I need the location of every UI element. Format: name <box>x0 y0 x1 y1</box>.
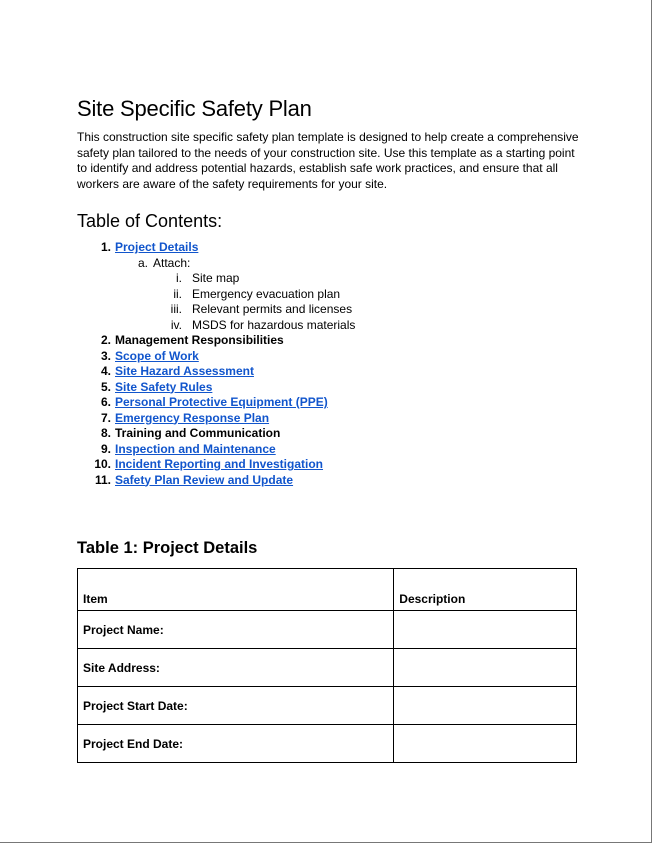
toc-item-inspection-maintenance[interactable] <box>77 442 577 458</box>
row-value-end-date[interactable] <box>394 725 577 763</box>
intro-line: workers are aware of the safety requirements for your site. <box>77 176 388 191</box>
toc-item-site-hazard-assessment[interactable] <box>77 364 577 380</box>
toc-label: Attach: <box>153 255 191 270</box>
toc-link-incident-reporting[interactable]: Incident Reporting and Investigation <box>115 457 324 471</box>
toc-subitem-msds <box>77 318 577 334</box>
toc-item-site-safety-rules[interactable] <box>77 380 577 396</box>
toc-label: Relevant permits and licenses <box>192 302 353 316</box>
toc-number: 1. <box>100 240 111 254</box>
toc-number: 6. <box>100 395 111 409</box>
table-of-contents <box>77 240 577 488</box>
toc-number: 7. <box>100 410 111 425</box>
toc-item-scope-of-work[interactable] <box>77 349 577 365</box>
toc-label: MSDS for hazardous materials <box>192 317 356 332</box>
toc-item-ppe[interactable] <box>77 395 577 411</box>
row-value-site-address[interactable] <box>394 649 577 687</box>
intro-line: to identify and address potential hazards, establish safe work practices, and ensure that all <box>77 161 558 175</box>
toc-heading: Table of Contents: <box>77 211 223 231</box>
toc-subitem-site-map <box>77 271 577 287</box>
toc-number: 10. <box>94 457 111 471</box>
toc-link-site-safety-rules[interactable]: Site Safety Rules <box>115 379 213 394</box>
toc-link-scope-of-work[interactable]: Scope of Work <box>115 348 199 363</box>
toc-number: i. <box>176 271 182 285</box>
toc-number: 8. <box>100 426 111 440</box>
toc-label: Training and Communication <box>115 426 281 440</box>
toc-link-project-details[interactable]: Project Details <box>115 240 199 254</box>
intro-paragraph <box>77 130 577 192</box>
column-header-description: Description <box>394 569 577 611</box>
table-row <box>78 725 577 763</box>
toc-number: 11. <box>94 472 111 487</box>
project-details-table <box>77 568 577 763</box>
toc-label: Management Responsibilities <box>115 333 284 347</box>
table-header-row <box>78 569 577 611</box>
toc-link-site-hazard-assessment[interactable]: Site Hazard Assessment <box>115 364 254 378</box>
toc-subitem-permits <box>77 302 577 318</box>
toc-item-project-details[interactable] <box>77 240 577 256</box>
table-row <box>78 687 577 725</box>
toc-subitem-attach <box>77 256 577 272</box>
toc-number: iv. <box>170 317 182 332</box>
toc-subitem-evacuation-plan <box>77 287 577 303</box>
toc-item-management-responsibilities <box>77 333 577 349</box>
row-label-end-date: Project End Date: <box>78 725 394 763</box>
toc-number: 2. <box>100 333 111 347</box>
toc-link-inspection-maintenance[interactable]: Inspection and Maintenance <box>115 441 276 456</box>
intro-line: This construction site specific safety plan template is designed to help create a comprehensive <box>77 130 579 144</box>
toc-number: 4. <box>100 364 111 378</box>
toc-label: Emergency evacuation plan <box>192 286 341 301</box>
toc-number: 3. <box>100 348 111 363</box>
table-title: Table 1: Project Details <box>77 539 258 557</box>
row-value-project-name[interactable] <box>394 611 577 649</box>
toc-link-plan-review[interactable]: Safety Plan Review and Update <box>115 472 294 487</box>
toc-item-incident-reporting[interactable] <box>77 457 577 473</box>
row-label-site-address: Site Address: <box>78 649 394 687</box>
toc-item-emergency-response-plan[interactable] <box>77 411 577 427</box>
row-label-start-date: Project Start Date: <box>78 687 394 725</box>
table-row <box>78 611 577 649</box>
toc-link-ppe[interactable]: Personal Protective Equipment (PPE) <box>115 395 328 409</box>
toc-number: a. <box>137 255 148 270</box>
table-row <box>78 649 577 687</box>
intro-line: safety plan tailored to the needs of your construction site. Use this template as a starting point <box>77 145 575 160</box>
row-value-start-date[interactable] <box>394 687 577 725</box>
row-label-project-name: Project Name: <box>78 611 394 649</box>
toc-item-training-communication <box>77 426 577 442</box>
toc-item-plan-review[interactable] <box>77 473 577 489</box>
toc-number: 9. <box>100 441 111 456</box>
document-title: Site Specific Safety Plan <box>77 96 312 121</box>
toc-number: ii. <box>173 286 182 301</box>
toc-link-emergency-response-plan[interactable]: Emergency Response Plan <box>115 410 270 425</box>
toc-label: Site map <box>192 271 240 285</box>
toc-number: 5. <box>100 379 111 394</box>
column-header-item: Item <box>78 569 394 611</box>
toc-number: iii. <box>170 302 182 316</box>
